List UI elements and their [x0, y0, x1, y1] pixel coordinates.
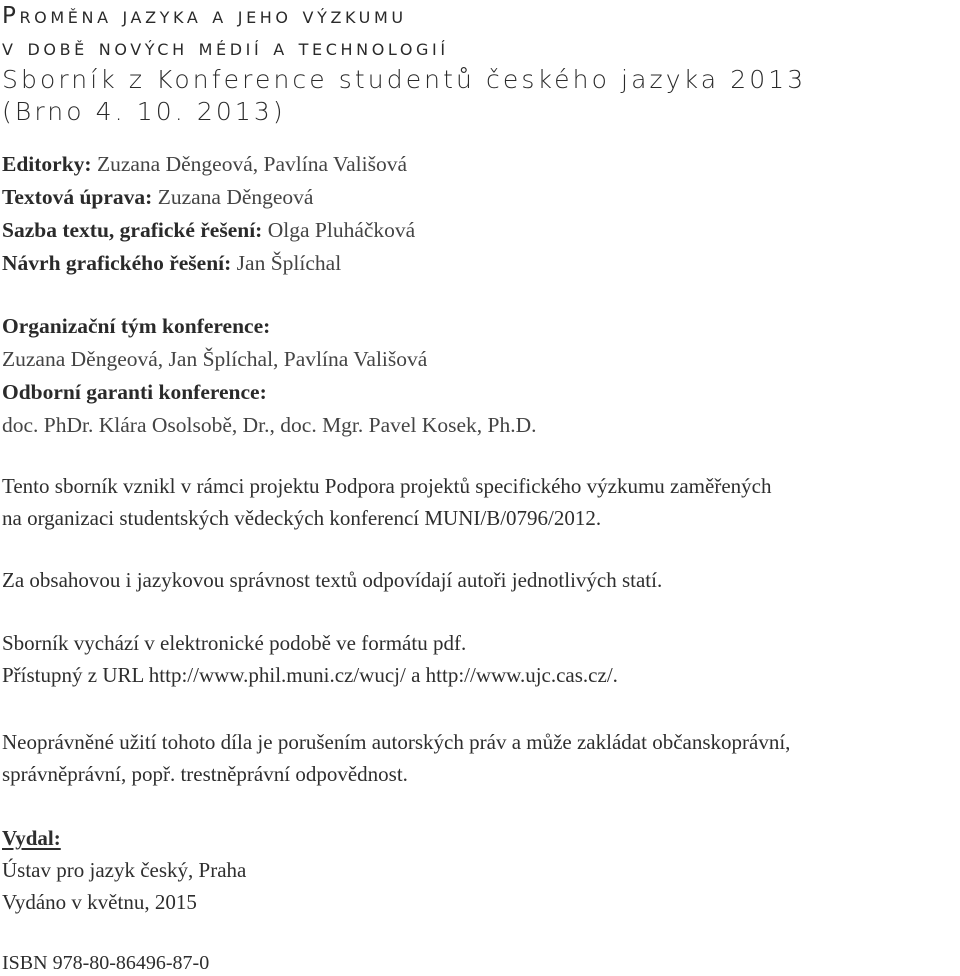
title-block [2, 0, 806, 128]
responsibility-note [2, 564, 662, 596]
copyright-note-line-2: správněprávní, popř. trestněprávní odpovědnost. [2, 762, 408, 786]
project-note [2, 470, 771, 534]
format-note-line-2: Přístupný z URL http://www.phil.muni.cz/wucj/ a http://www.ujc.cas.cz/. [2, 663, 618, 687]
subtitle-line-2: (Brno 4. 10. 2013) [2, 97, 286, 126]
credit-design [2, 247, 415, 280]
credit-value: Olga Pluháčková [267, 218, 416, 242]
project-note-line-2: na organizaci studentských vědeckých konferencí MUNI/B/0796/2012. [2, 506, 602, 530]
copyright-note-line-1: Neoprávněné užití tohoto díla je porušením autorských práv a může zakládat občanskoprávní, [2, 730, 791, 754]
credits-block [2, 148, 415, 280]
credit-label: Editorky: [2, 152, 92, 176]
credit-typesetting [2, 214, 415, 247]
credit-value: Jan Šplíchal [236, 251, 342, 275]
credit-label: Textová úprava: [2, 185, 153, 209]
project-note-line-1: Tento sborník vznikl v rámci projektu Podpora projektů specifického výzkumu zaměřených [2, 474, 772, 498]
organizing-team-label: Organizační tým konference: [2, 314, 271, 338]
format-note [2, 627, 618, 691]
copyright-note [2, 726, 790, 790]
isbn: ISBN 978-80-86496-87-0 [2, 952, 210, 974]
guarantors-label: Odborní garanti konference: [2, 380, 267, 404]
credit-label: Návrh grafického řešení: [2, 251, 232, 275]
credit-text-editing [2, 181, 415, 214]
credit-value: Zuzana Děngeová, Pavlína Vališová [96, 152, 408, 176]
guarantors-value: doc. PhDr. Klára Osolsobě, Dr., doc. Mgr. Pavel Kosek, Ph.D. [2, 413, 537, 437]
organizing-team-value: Zuzana Děngeová, Jan Šplíchal, Pavlína Vališová [2, 347, 428, 371]
publisher-block [2, 822, 246, 918]
publisher-label: Vydal: [2, 826, 61, 850]
credit-label: Sazba textu, grafické řešení: [2, 218, 263, 242]
publication-date: Vydáno v květnu, 2015 [2, 890, 197, 914]
conference-block [2, 310, 536, 442]
publisher-name: Ústav pro jazyk český, Praha [2, 858, 247, 882]
credit-value: Zuzana Děngeová [157, 185, 314, 209]
credit-editors [2, 148, 415, 181]
title-line-2: v době nových médií a technologií [2, 35, 449, 61]
subtitle-line-1: Sborník z Konference studentů českého jazyka 2013 [2, 65, 807, 94]
format-note-line-1: Sborník vychází v elektronické podobě ve formátu pdf. [2, 631, 467, 655]
responsibility-note-line: Za obsahovou i jazykovou správnost textů odpovídají autoři jednotlivých statí. [2, 568, 663, 592]
title-line-1: Proměna jazyka a jeho výzkumu [2, 3, 407, 29]
